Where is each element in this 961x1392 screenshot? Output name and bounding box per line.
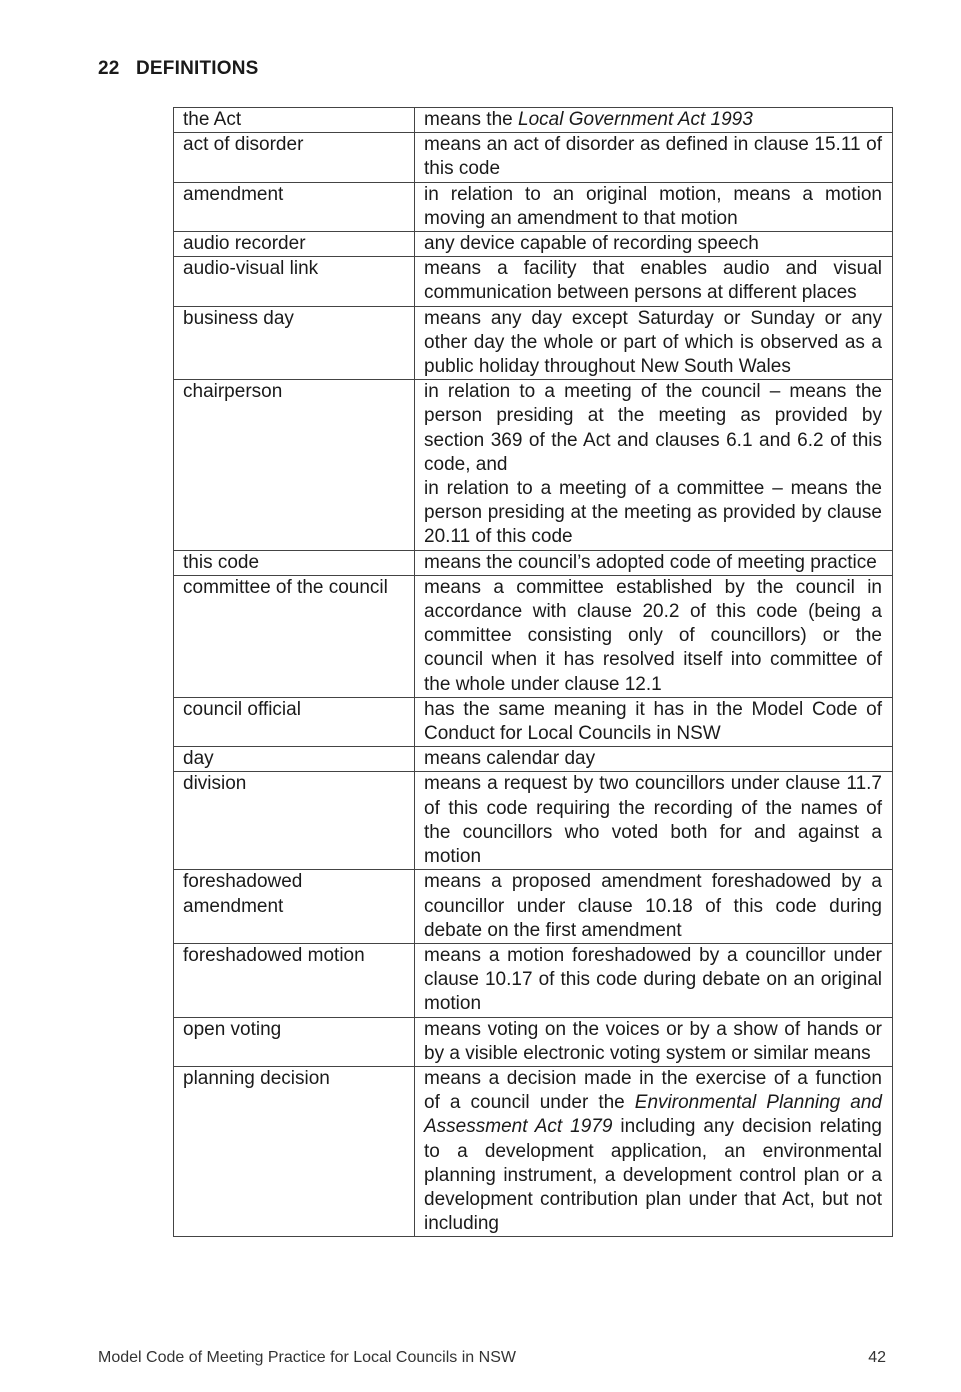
definition-paragraph: in relation to a meeting of the council – means the person presiding at the meeting as provided by section 369 of the Act and clauses 6.1 and 6.2 of this code, and [424,381,882,475]
definition-cell: means a request by two councillors under clause 11.7 of this code requiring the recording of the names of the councillors who voted both for and against a motion [415,772,893,870]
definition-cell: means an act of disorder as defined in clause 15.11 of this code [415,133,893,182]
term-cell: open voting [174,1017,415,1066]
term-cell: committee of the council [174,575,415,697]
table-row [174,575,893,697]
definition-paragraph: in relation to a meeting of a committee – means the person presiding at the meeting as provided by clause 20.11 of this code [424,478,882,548]
definition-cell: means voting on the voices or by a show of hands or by a visible electronic voting system or similar means [415,1017,893,1066]
definition-cell: means the council’s adopted code of meeting practice [415,550,893,575]
act-title: Local Government Act 1993 [518,109,753,130]
term-cell: council official [174,697,415,746]
definition-cell: means a committee established by the council in accordance with clause 20.2 of this code (being a committee consisting only of councillors) or the council when it has resolved itself into committee of the whole under clause 12.1 [415,575,893,697]
definition-cell: means the Local Government Act 1993 [415,108,893,133]
definition-cell: means a motion foreshadowed by a councillor under clause 10.17 of this code during debate on an original motion [415,943,893,1017]
footer-document-title: Model Code of Meeting Practice for Local Councils in NSW [98,1349,516,1366]
table-row [174,697,893,746]
table-row [174,772,893,870]
table-row [174,108,893,133]
term-cell: amendment [174,182,415,231]
section-number: 22 [98,58,120,79]
section-title: DEFINITIONS [136,58,259,79]
term-cell: audio recorder [174,232,415,257]
term-cell: the Act [174,108,415,133]
table-row [174,550,893,575]
definition-cell: means any day except Saturday or Sunday or any other day the whole or part of which is observed as a public holiday throughout New South Wales [415,306,893,380]
table-row [174,182,893,231]
definition-cell: means calendar day [415,747,893,772]
table-row [174,306,893,380]
table-row [174,747,893,772]
table-row [174,1066,893,1236]
definition-cell: any device capable of recording speech [415,232,893,257]
definition-cell: has the same meaning it has in the Model Code of Conduct for Local Councils in NSW [415,697,893,746]
term-cell: audio-visual link [174,257,415,306]
footer-page-number: 42 [868,1349,886,1366]
term-cell: business day [174,306,415,380]
table-row [174,232,893,257]
definition-cell: means a facility that enables audio and visual communication between persons at different places [415,257,893,306]
definition-cell: in relation to an original motion, means a motion moving an amendment to that motion [415,182,893,231]
term-cell: division [174,772,415,870]
term-cell: day [174,747,415,772]
section-heading [98,58,259,80]
term-cell: foreshadowed motion [174,943,415,1017]
term-cell: foreshadowed amendment [174,870,415,944]
term-cell: this code [174,550,415,575]
definition-cell: means a decision made in the exercise of a function of a council under the Environmental Planning and Assessment Act 1979 including any decision relating to a development application, an environmental planning instrument, a development control plan or a development contribution plan under that Act, but not including [415,1066,893,1236]
term-cell: act of disorder [174,133,415,182]
table-row [174,133,893,182]
table-row [174,1017,893,1066]
definition-cell: means a proposed amendment foreshadowed by a councillor under clause 10.18 of this code during debate on the first amendment [415,870,893,944]
term-cell: chairperson [174,380,415,550]
term-cell: planning decision [174,1066,415,1236]
act-title: Environmental Planning and Assessment Act 1979 [424,1092,882,1138]
table-row [174,380,893,550]
table-row [174,257,893,306]
table-row [174,943,893,1017]
definitions-table [173,107,893,1237]
definition-cell [415,380,893,550]
table-row [174,870,893,944]
